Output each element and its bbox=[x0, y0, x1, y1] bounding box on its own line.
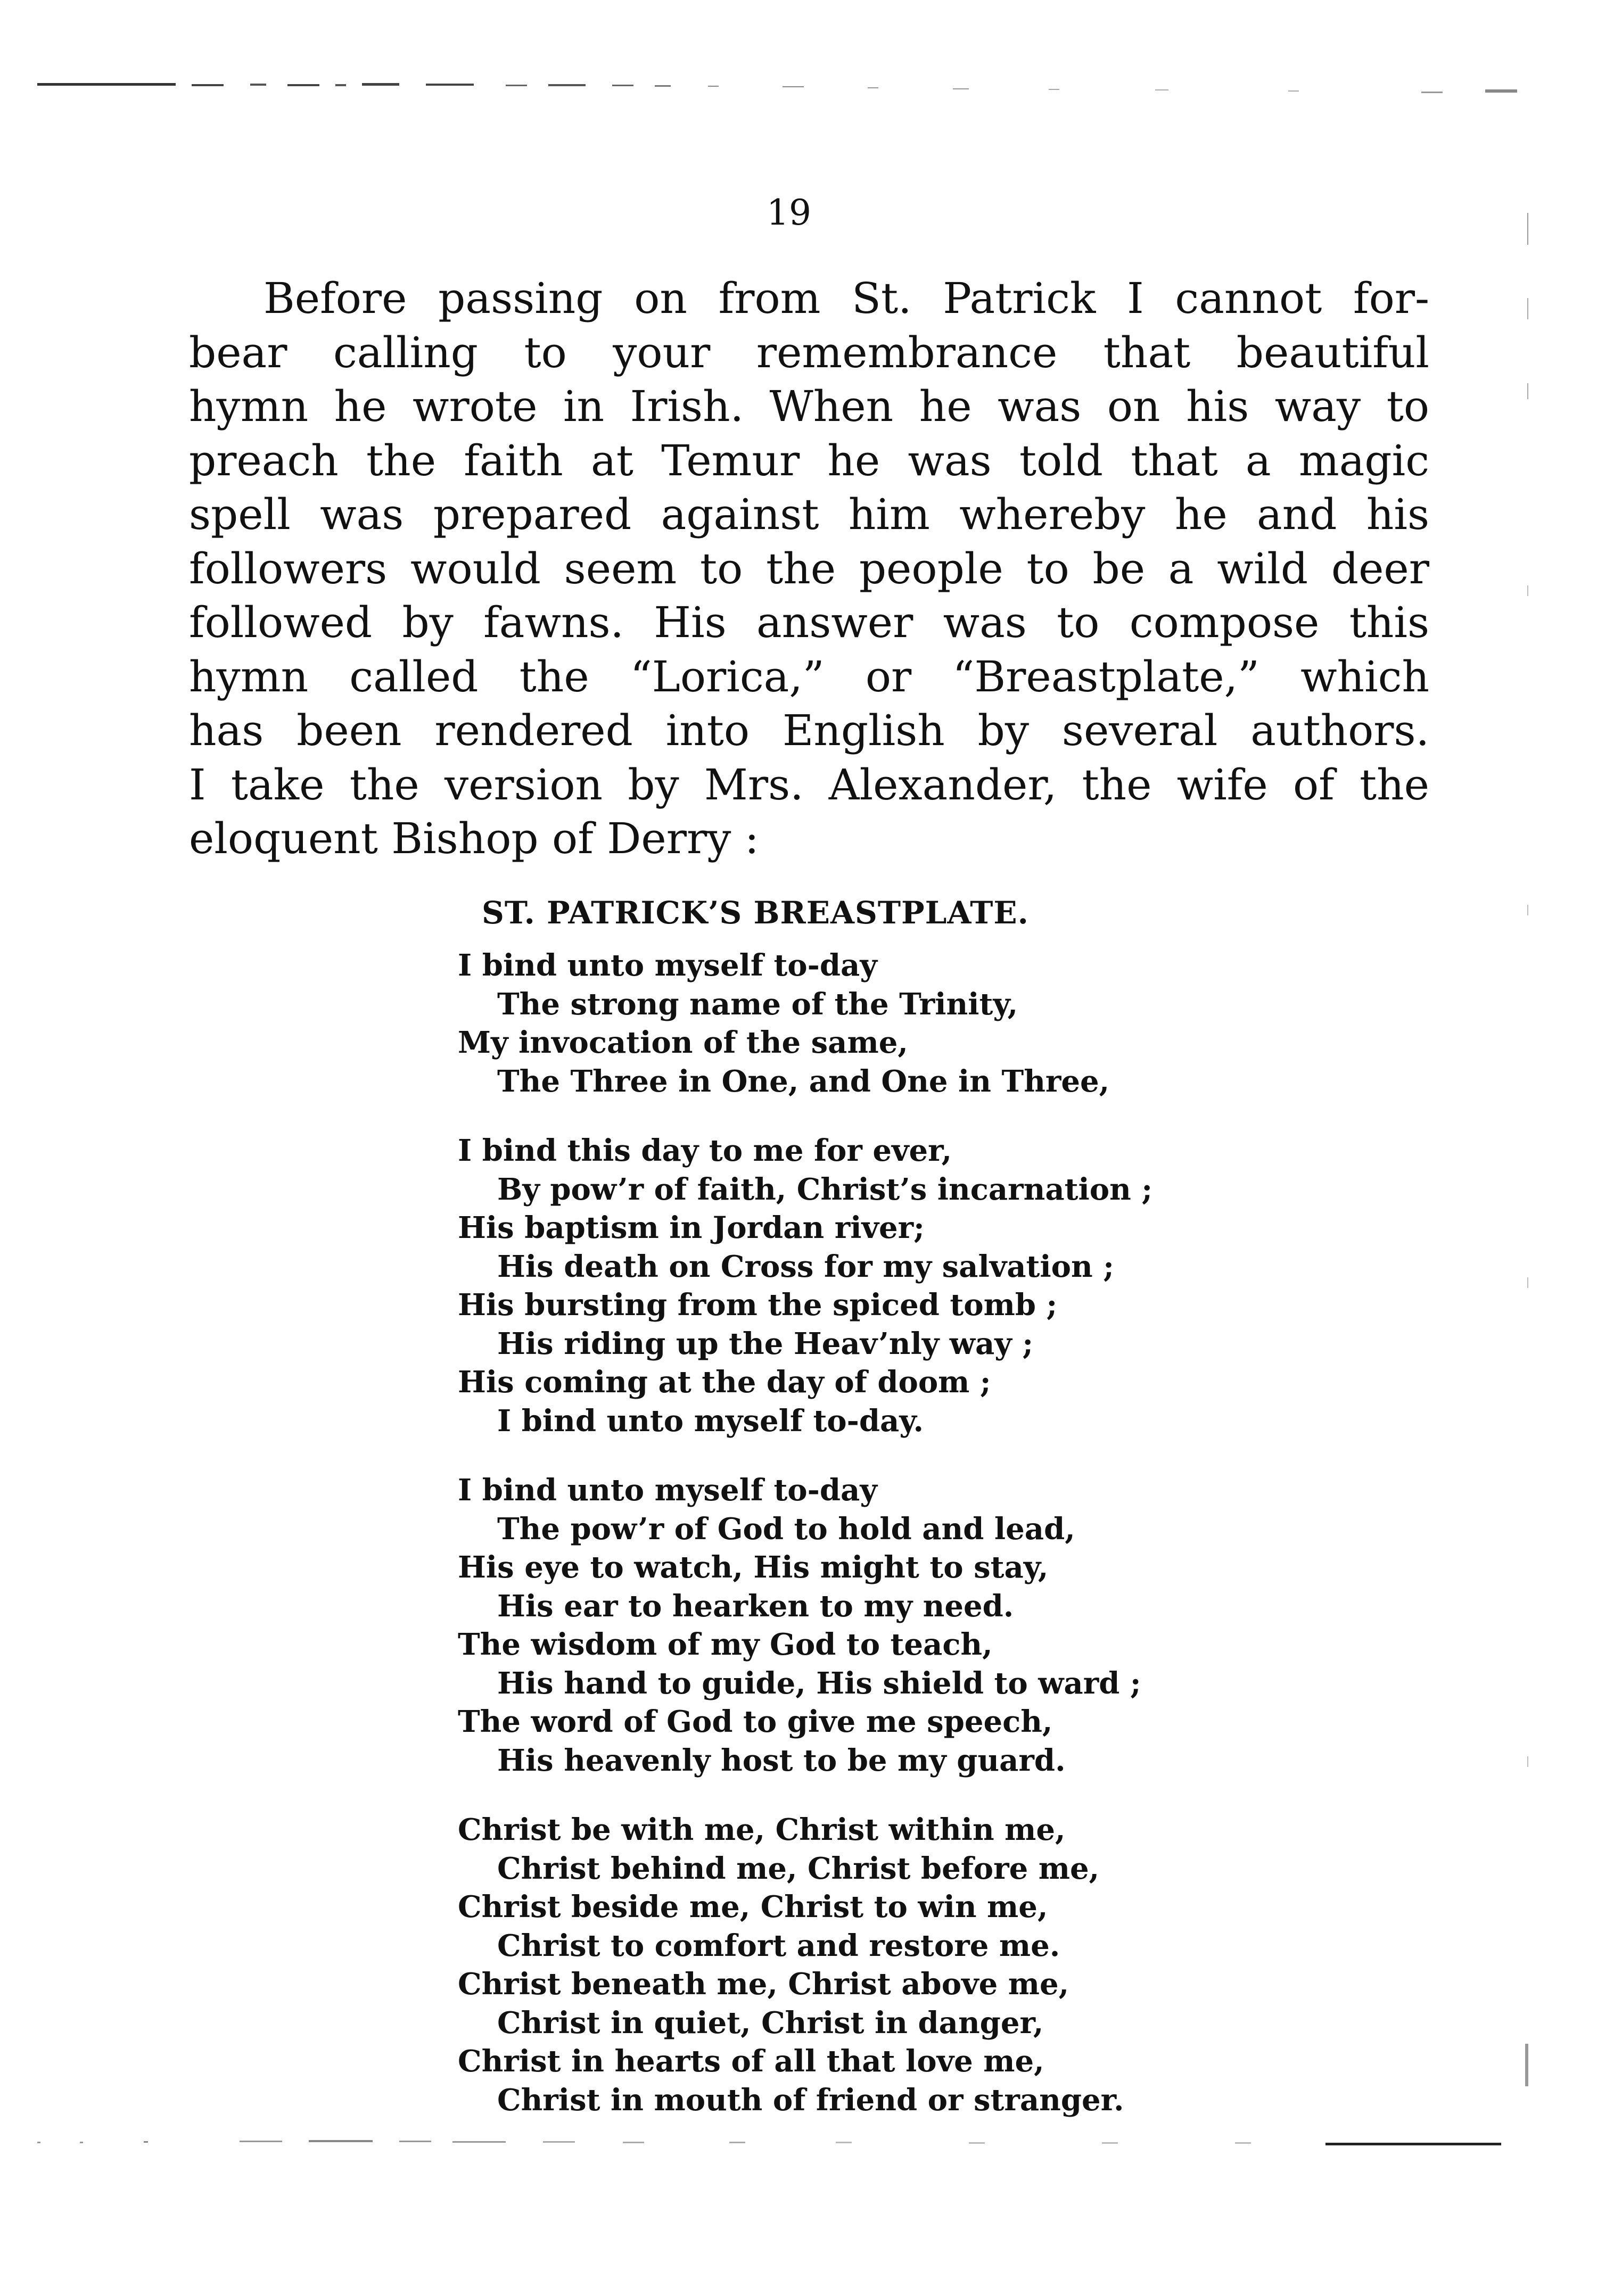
poem-line: I bind unto myself to-day bbox=[458, 1473, 877, 1508]
poem-line: The Three in One, and One in Three, bbox=[497, 1063, 1110, 1099]
poem-line: The word of God to give me speech, bbox=[458, 1704, 1053, 1739]
poem-line: Christ in mouth of friend or stranger. bbox=[497, 2082, 1124, 2118]
paragraph-line: followed by fawns. His answer was to compose this bbox=[189, 598, 1429, 647]
poem-line: Christ beside me, Christ to win me, bbox=[458, 1889, 1048, 1925]
poem-line: The pow’r of God to hold and lead, bbox=[497, 1511, 1075, 1547]
poem-line: His heavenly host to be my guard. bbox=[497, 1742, 1066, 1778]
paragraph-line: hymn called the “Lorica,” or “Breastplate,” which bbox=[189, 651, 1429, 701]
paragraph-line: hymn he wrote in Irish. When he was on his way to bbox=[189, 382, 1429, 431]
poem-line: I bind this day to me for ever, bbox=[458, 1133, 952, 1168]
paragraph-line: Before passing on from St. Patrick I cannot for- bbox=[264, 274, 1429, 323]
poem-stanza bbox=[458, 946, 1256, 1101]
body-paragraph bbox=[189, 271, 1429, 866]
poem-line: His death on Cross for my salvation ; bbox=[497, 1249, 1114, 1284]
poem-line: His bursting from the spiced tomb ; bbox=[458, 1287, 1058, 1323]
poem-line: Christ in quiet, Christ in danger, bbox=[497, 2005, 1044, 2041]
poem-line: Christ beneath me, Christ above me, bbox=[458, 1967, 1069, 2002]
poem-line: By pow’r of faith, Christ’s incarnation ; bbox=[497, 1171, 1153, 1207]
paragraph-line: bear calling to your remembrance that beautiful bbox=[189, 327, 1429, 377]
paragraph-line: followers would seem to the people to be a wild deer bbox=[189, 543, 1429, 593]
poem-stanza bbox=[458, 1132, 1256, 1440]
poem-line: His hand to guide, His shield to ward ; bbox=[497, 1665, 1141, 1701]
paragraph-line: preach the faith at Temur he was told that a magic bbox=[189, 435, 1429, 485]
poem-line: His riding up the Heav’nly way ; bbox=[497, 1326, 1033, 1361]
poem-stanza bbox=[458, 1811, 1256, 2119]
scan-noise-top bbox=[37, 79, 1533, 95]
poem-line: His baptism in Jordan river; bbox=[458, 1210, 925, 1245]
poem-line: Christ to comfort and restore me. bbox=[497, 1928, 1060, 1963]
poem-line: I bind unto myself to-day bbox=[458, 948, 877, 983]
poem-stanza bbox=[458, 1471, 1256, 1780]
poem-line: Christ be with me, Christ within me, bbox=[458, 1812, 1066, 1847]
page-number: 19 bbox=[767, 192, 811, 233]
poem bbox=[458, 946, 1256, 2150]
poem-line: The wisdom of my God to teach, bbox=[458, 1627, 993, 1662]
poem-line: His ear to hearken to my need. bbox=[497, 1588, 1014, 1624]
paragraph-line: eloquent Bishop of Derry : bbox=[189, 814, 759, 863]
paragraph-line: I take the version by Mrs. Alexander, the wife of the bbox=[189, 759, 1429, 810]
poem-line: I bind unto myself to-day. bbox=[497, 1403, 924, 1439]
scan-noise-right bbox=[1520, 106, 1536, 2129]
poem-line: His coming at the day of doom ; bbox=[458, 1365, 991, 1400]
paragraph-line: spell was prepared against him whereby he and his bbox=[189, 490, 1429, 539]
poem-line: Christ in hearts of all that love me, bbox=[458, 2044, 1044, 2079]
poem-line: Christ behind me, Christ before me, bbox=[497, 1851, 1100, 1886]
poem-line: My invocation of the same, bbox=[458, 1025, 908, 1060]
poem-line: The strong name of the Trinity, bbox=[497, 986, 1018, 1022]
paragraph-line: has been rendered into English by several authors. bbox=[189, 706, 1429, 755]
poem-title: ST. PATRICK’S BREASTPLATE. bbox=[482, 895, 1029, 931]
poem-line: His eye to watch, His might to stay, bbox=[458, 1550, 1049, 1585]
